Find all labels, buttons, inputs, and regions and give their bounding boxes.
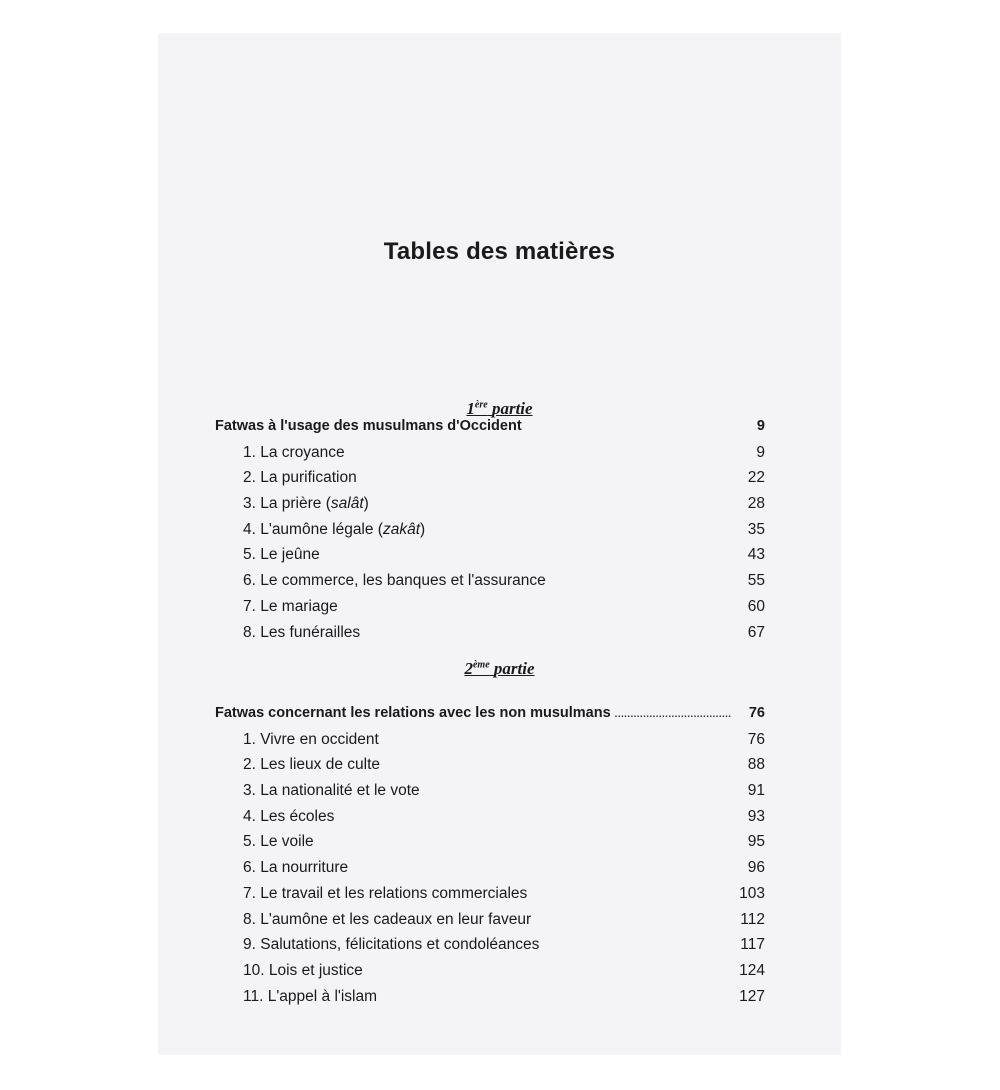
- leader-dots: [615, 705, 731, 721]
- toc-entry-label: 6. La nourriture: [243, 859, 349, 877]
- section-heading-row: [215, 418, 765, 444]
- toc-entry-page: 124: [739, 961, 765, 979]
- toc-entry-label: 6. Le commerce, les banques et l'assurance: [243, 572, 546, 590]
- page-title: Tables des matières: [383, 238, 616, 265]
- section-heading-label: Fatwas à l'usage des musulmans d'Occident: [215, 418, 522, 434]
- toc-entry: [215, 469, 765, 495]
- toc-entry: [215, 859, 765, 885]
- part-1-section: [215, 418, 765, 649]
- toc-entry: [215, 782, 765, 808]
- toc-entry: [215, 833, 765, 859]
- toc-entry-page: 60: [747, 597, 765, 615]
- toc-entry-page: 103: [739, 884, 765, 902]
- toc-entry: [215, 521, 765, 547]
- toc-entry: [215, 495, 765, 521]
- toc-entry-label: 1. Vivre en occident: [243, 730, 379, 748]
- toc-entry-label: 8. L'aumône et les cadeaux en leur faveur: [243, 910, 532, 928]
- toc-entry-page: 28: [747, 495, 765, 513]
- part-2-heading: [158, 659, 841, 679]
- part-1-heading: [158, 399, 841, 419]
- toc-entry-label: 9. Salutations, félicitations et condoléances: [243, 936, 540, 954]
- toc-entry: [215, 598, 765, 624]
- toc-entry-page: 91: [747, 782, 765, 800]
- toc-entry-page: 67: [747, 623, 765, 641]
- toc-entry-label: 5. Le voile: [243, 833, 314, 851]
- part-2-ordinal: ème: [472, 659, 490, 671]
- section-heading-page: 76: [748, 705, 765, 721]
- toc-entry-label: 2. La purification: [243, 469, 357, 487]
- toc-entry-label: 2. Les lieux de culte: [243, 756, 381, 774]
- toc-entry-page: 96: [747, 859, 765, 877]
- book-page: [158, 33, 841, 1055]
- toc-entry-label: 4. L'aumône légale (zakât): [243, 520, 426, 538]
- section-heading-page: 9: [756, 418, 765, 434]
- toc-entry: [215, 444, 765, 470]
- toc-entry: [215, 885, 765, 911]
- toc-entry-label: 5. Le jeûne: [243, 546, 320, 564]
- part-1-ordinal: ère: [474, 399, 488, 411]
- section-heading-label: Fatwas concernant les relations avec les non musulmans: [215, 705, 611, 721]
- toc-entry: [215, 546, 765, 572]
- toc-entry-label: 3. La prière (salât): [243, 495, 369, 513]
- section-heading-row: [215, 705, 765, 731]
- toc-entry: [215, 731, 765, 757]
- toc-entry-label: 11. L'appel à l'islam: [243, 987, 378, 1005]
- toc-entry-page: 55: [747, 572, 765, 590]
- toc-entry: [215, 756, 765, 782]
- toc-entry-page: 43: [747, 546, 765, 564]
- toc-entry: [215, 624, 765, 650]
- toc-entry-label: 7. Le travail et les relations commerciales: [243, 884, 528, 902]
- toc-entry-label: 1. La croyance: [243, 443, 345, 461]
- toc-entry: [215, 988, 765, 1014]
- toc-entry: [215, 962, 765, 988]
- part-2-section: [215, 705, 765, 1013]
- toc-entry-page: 22: [747, 469, 765, 487]
- toc-entry-page: 76: [747, 730, 765, 748]
- toc-entry-label: 4. Les écoles: [243, 807, 335, 825]
- toc-entry-page: 88: [747, 756, 765, 774]
- toc-entry-label: 3. La nationalité et le vote: [243, 782, 420, 800]
- part-2-number: 2: [464, 659, 473, 678]
- toc-entry: [215, 808, 765, 834]
- toc-entry-page: 9: [756, 443, 765, 461]
- toc-entry-page: 117: [740, 936, 765, 954]
- toc-entry: [215, 936, 765, 962]
- toc-entry-page: 112: [740, 910, 765, 928]
- toc-entry-page: 127: [739, 987, 765, 1005]
- part-2-word: partie: [493, 659, 535, 678]
- toc-entry-label: 8. Les funérailles: [243, 623, 361, 641]
- toc-entry-page: 93: [747, 807, 765, 825]
- toc-entry: [215, 572, 765, 598]
- part-1-word: partie: [491, 399, 533, 418]
- toc-entry-label: 7. Le mariage: [243, 597, 338, 615]
- toc-entry: [215, 911, 765, 937]
- toc-entry-page: 35: [747, 520, 765, 538]
- toc-entry-page: 95: [747, 833, 765, 851]
- part-1-number: 1: [466, 399, 475, 418]
- toc-entry-label: 10. Lois et justice: [243, 961, 363, 979]
